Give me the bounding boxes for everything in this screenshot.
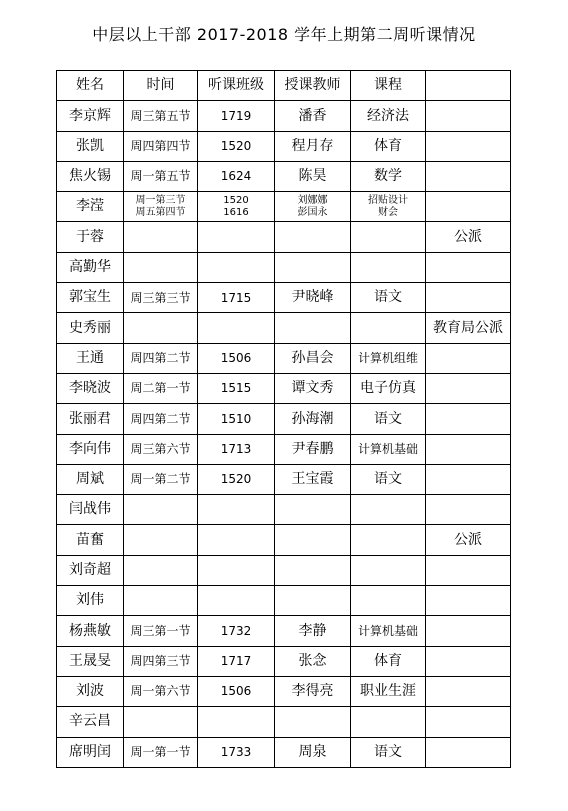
cell-time: 周四第三节 <box>124 646 198 676</box>
cell-note <box>426 434 511 464</box>
cell-teacher: 周泉 <box>275 737 351 767</box>
table-body <box>57 71 511 768</box>
cell-teacher: 孙昌会 <box>275 343 351 373</box>
cell-note <box>426 373 511 403</box>
cell-teacher: 张念 <box>275 646 351 676</box>
cell-name: 焦火锡 <box>57 161 124 191</box>
cell-time <box>124 555 198 585</box>
cell-note <box>426 676 511 706</box>
cell-note <box>426 161 511 191</box>
cell-class: 1715 <box>198 283 275 313</box>
cell-teacher: 程月存 <box>275 131 351 161</box>
cell-time: 周三第三节 <box>124 283 198 313</box>
table-row <box>57 555 511 585</box>
cell-time <box>124 525 198 555</box>
table-row <box>57 222 511 252</box>
cell-name: 史秀丽 <box>57 313 124 343</box>
cell-course <box>351 313 426 343</box>
cell-course: 体育 <box>351 131 426 161</box>
cell-course: 语文 <box>351 737 426 767</box>
cell-note <box>426 192 511 222</box>
header-teacher: 授课教师 <box>275 71 351 101</box>
cell-note <box>426 586 511 616</box>
cell-teacher: 李静 <box>275 616 351 646</box>
cell-note <box>426 131 511 161</box>
cell-teacher <box>275 222 351 252</box>
cell-course <box>351 555 426 585</box>
cell-course <box>351 192 426 222</box>
cell-name: 李向伟 <box>57 434 124 464</box>
cell-course-line: 财会 <box>378 206 398 218</box>
cell-note <box>426 737 511 767</box>
cell-course: 经济法 <box>351 101 426 131</box>
header-time: 时间 <box>124 71 198 101</box>
cell-course: 数学 <box>351 161 426 191</box>
cell-class: 1713 <box>198 434 275 464</box>
cell-class <box>198 707 275 737</box>
cell-name: 周斌 <box>57 464 124 494</box>
cell-name: 张丽君 <box>57 404 124 434</box>
attendance-table <box>56 70 511 768</box>
table-row <box>57 495 511 525</box>
table-row <box>57 404 511 434</box>
cell-course: 电子仿真 <box>351 373 426 403</box>
cell-class: 1732 <box>198 616 275 646</box>
cell-time: 周二第一节 <box>124 373 198 403</box>
table-row <box>57 283 511 313</box>
cell-course: 语文 <box>351 283 426 313</box>
cell-teacher-line: 彭国永 <box>297 206 328 218</box>
cell-time: 周一第一节 <box>124 737 198 767</box>
table-row <box>57 101 511 131</box>
cell-time: 周一第五节 <box>124 161 198 191</box>
cell-class: 1719 <box>198 101 275 131</box>
table-row <box>57 707 511 737</box>
cell-time: 周一第二节 <box>124 464 198 494</box>
cell-time <box>124 313 198 343</box>
cell-class: 1624 <box>198 161 275 191</box>
cell-class: 1510 <box>198 404 275 434</box>
table-row <box>57 737 511 767</box>
cell-name: 苗奮 <box>57 525 124 555</box>
cell-name: 辛云昌 <box>57 707 124 737</box>
cell-note: 公派 <box>426 525 511 555</box>
cell-name: 闫战伟 <box>57 495 124 525</box>
table-row <box>57 586 511 616</box>
cell-name: 王晟旻 <box>57 646 124 676</box>
cell-name: 刘奇超 <box>57 555 124 585</box>
cell-name: 刘伟 <box>57 586 124 616</box>
cell-note <box>426 495 511 525</box>
cell-name: 杨燕敏 <box>57 616 124 646</box>
table-row <box>57 313 511 343</box>
cell-class <box>198 252 275 282</box>
cell-teacher-line: 刘娜娜 <box>297 195 328 207</box>
cell-course <box>351 222 426 252</box>
cell-time: 周三第六节 <box>124 434 198 464</box>
cell-teacher: 尹春鹏 <box>275 434 351 464</box>
table-row <box>57 434 511 464</box>
cell-class: 1515 <box>198 373 275 403</box>
cell-name: 高勤华 <box>57 252 124 282</box>
cell-time <box>124 707 198 737</box>
cell-course: 职业生涯 <box>351 676 426 706</box>
cell-time: 周一第六节 <box>124 676 198 706</box>
table-row <box>57 464 511 494</box>
cell-name: 张凯 <box>57 131 124 161</box>
cell-class: 1506 <box>198 343 275 373</box>
cell-name: 席明闰 <box>57 737 124 767</box>
cell-course: 计算机基础 <box>351 616 426 646</box>
cell-time: 周四第四节 <box>124 131 198 161</box>
cell-class <box>198 525 275 555</box>
header-course: 课程 <box>351 71 426 101</box>
cell-time <box>124 222 198 252</box>
cell-class <box>198 555 275 585</box>
cell-time-line: 周五第四节 <box>135 206 186 218</box>
cell-time-line: 周一第三节 <box>135 195 186 207</box>
table-row <box>57 646 511 676</box>
cell-name: 王通 <box>57 343 124 373</box>
cell-time: 周四第二节 <box>124 404 198 434</box>
cell-time: 周三第一节 <box>124 616 198 646</box>
cell-course <box>351 252 426 282</box>
cell-course: 计算机基础 <box>351 434 426 464</box>
table-row <box>57 525 511 555</box>
cell-note <box>426 101 511 131</box>
cell-teacher: 孙海潮 <box>275 404 351 434</box>
table-row <box>57 616 511 646</box>
table-row <box>57 161 511 191</box>
cell-name: 于蓉 <box>57 222 124 252</box>
cell-class: 1506 <box>198 676 275 706</box>
table-row <box>57 131 511 161</box>
cell-name: 郭宝生 <box>57 283 124 313</box>
cell-course <box>351 495 426 525</box>
cell-note <box>426 404 511 434</box>
cell-note <box>426 252 511 282</box>
cell-teacher: 谭文秀 <box>275 373 351 403</box>
cell-course: 语文 <box>351 464 426 494</box>
cell-time <box>124 586 198 616</box>
table-header-row <box>57 71 511 101</box>
page-title: 中层以上干部 2017-2018 学年上期第二周听课情况 <box>92 25 476 44</box>
cell-course <box>351 707 426 737</box>
cell-note <box>426 646 511 676</box>
cell-time <box>124 252 198 282</box>
cell-name: 李晓波 <box>57 373 124 403</box>
cell-name: 刘波 <box>57 676 124 706</box>
cell-class <box>198 192 275 222</box>
header-name: 姓名 <box>57 71 124 101</box>
cell-note: 教育局公派 <box>426 313 511 343</box>
cell-note <box>426 707 511 737</box>
table-row <box>57 343 511 373</box>
cell-time: 周三第五节 <box>124 101 198 131</box>
cell-name: 李京辉 <box>57 101 124 131</box>
cell-course <box>351 586 426 616</box>
cell-time <box>124 192 198 222</box>
table-row <box>57 373 511 403</box>
cell-class: 1520 <box>198 464 275 494</box>
cell-class: 1717 <box>198 646 275 676</box>
cell-note: 公派 <box>426 222 511 252</box>
cell-course-line: 招贴设计 <box>368 195 408 207</box>
cell-class <box>198 495 275 525</box>
cell-note <box>426 616 511 646</box>
cell-class: 1733 <box>198 737 275 767</box>
cell-class <box>198 222 275 252</box>
cell-teacher <box>275 707 351 737</box>
cell-name: 李滢 <box>57 192 124 222</box>
header-class: 听课班级 <box>198 71 275 101</box>
cell-note <box>426 343 511 373</box>
cell-course <box>351 525 426 555</box>
cell-class-line: 1616 <box>223 206 249 218</box>
cell-note <box>426 464 511 494</box>
cell-course: 体育 <box>351 646 426 676</box>
cell-teacher <box>275 586 351 616</box>
cell-note <box>426 283 511 313</box>
cell-teacher <box>275 495 351 525</box>
cell-note <box>426 555 511 585</box>
cell-teacher: 王宝霞 <box>275 464 351 494</box>
cell-class <box>198 586 275 616</box>
cell-class <box>198 313 275 343</box>
cell-course: 计算机组维 <box>351 343 426 373</box>
table-row <box>57 252 511 282</box>
cell-teacher: 李得亮 <box>275 676 351 706</box>
cell-time: 周四第二节 <box>124 343 198 373</box>
cell-teacher: 尹晓峰 <box>275 283 351 313</box>
table-row <box>57 192 511 222</box>
cell-teacher <box>275 313 351 343</box>
cell-class-line: 1520 <box>223 195 249 207</box>
cell-teacher: 潘香 <box>275 101 351 131</box>
table-row <box>57 676 511 706</box>
cell-teacher <box>275 555 351 585</box>
cell-teacher <box>275 525 351 555</box>
cell-teacher <box>275 192 351 222</box>
header-note <box>426 71 511 101</box>
cell-time <box>124 495 198 525</box>
cell-teacher: 陈昊 <box>275 161 351 191</box>
cell-teacher <box>275 252 351 282</box>
cell-course: 语文 <box>351 404 426 434</box>
cell-class: 1520 <box>198 131 275 161</box>
